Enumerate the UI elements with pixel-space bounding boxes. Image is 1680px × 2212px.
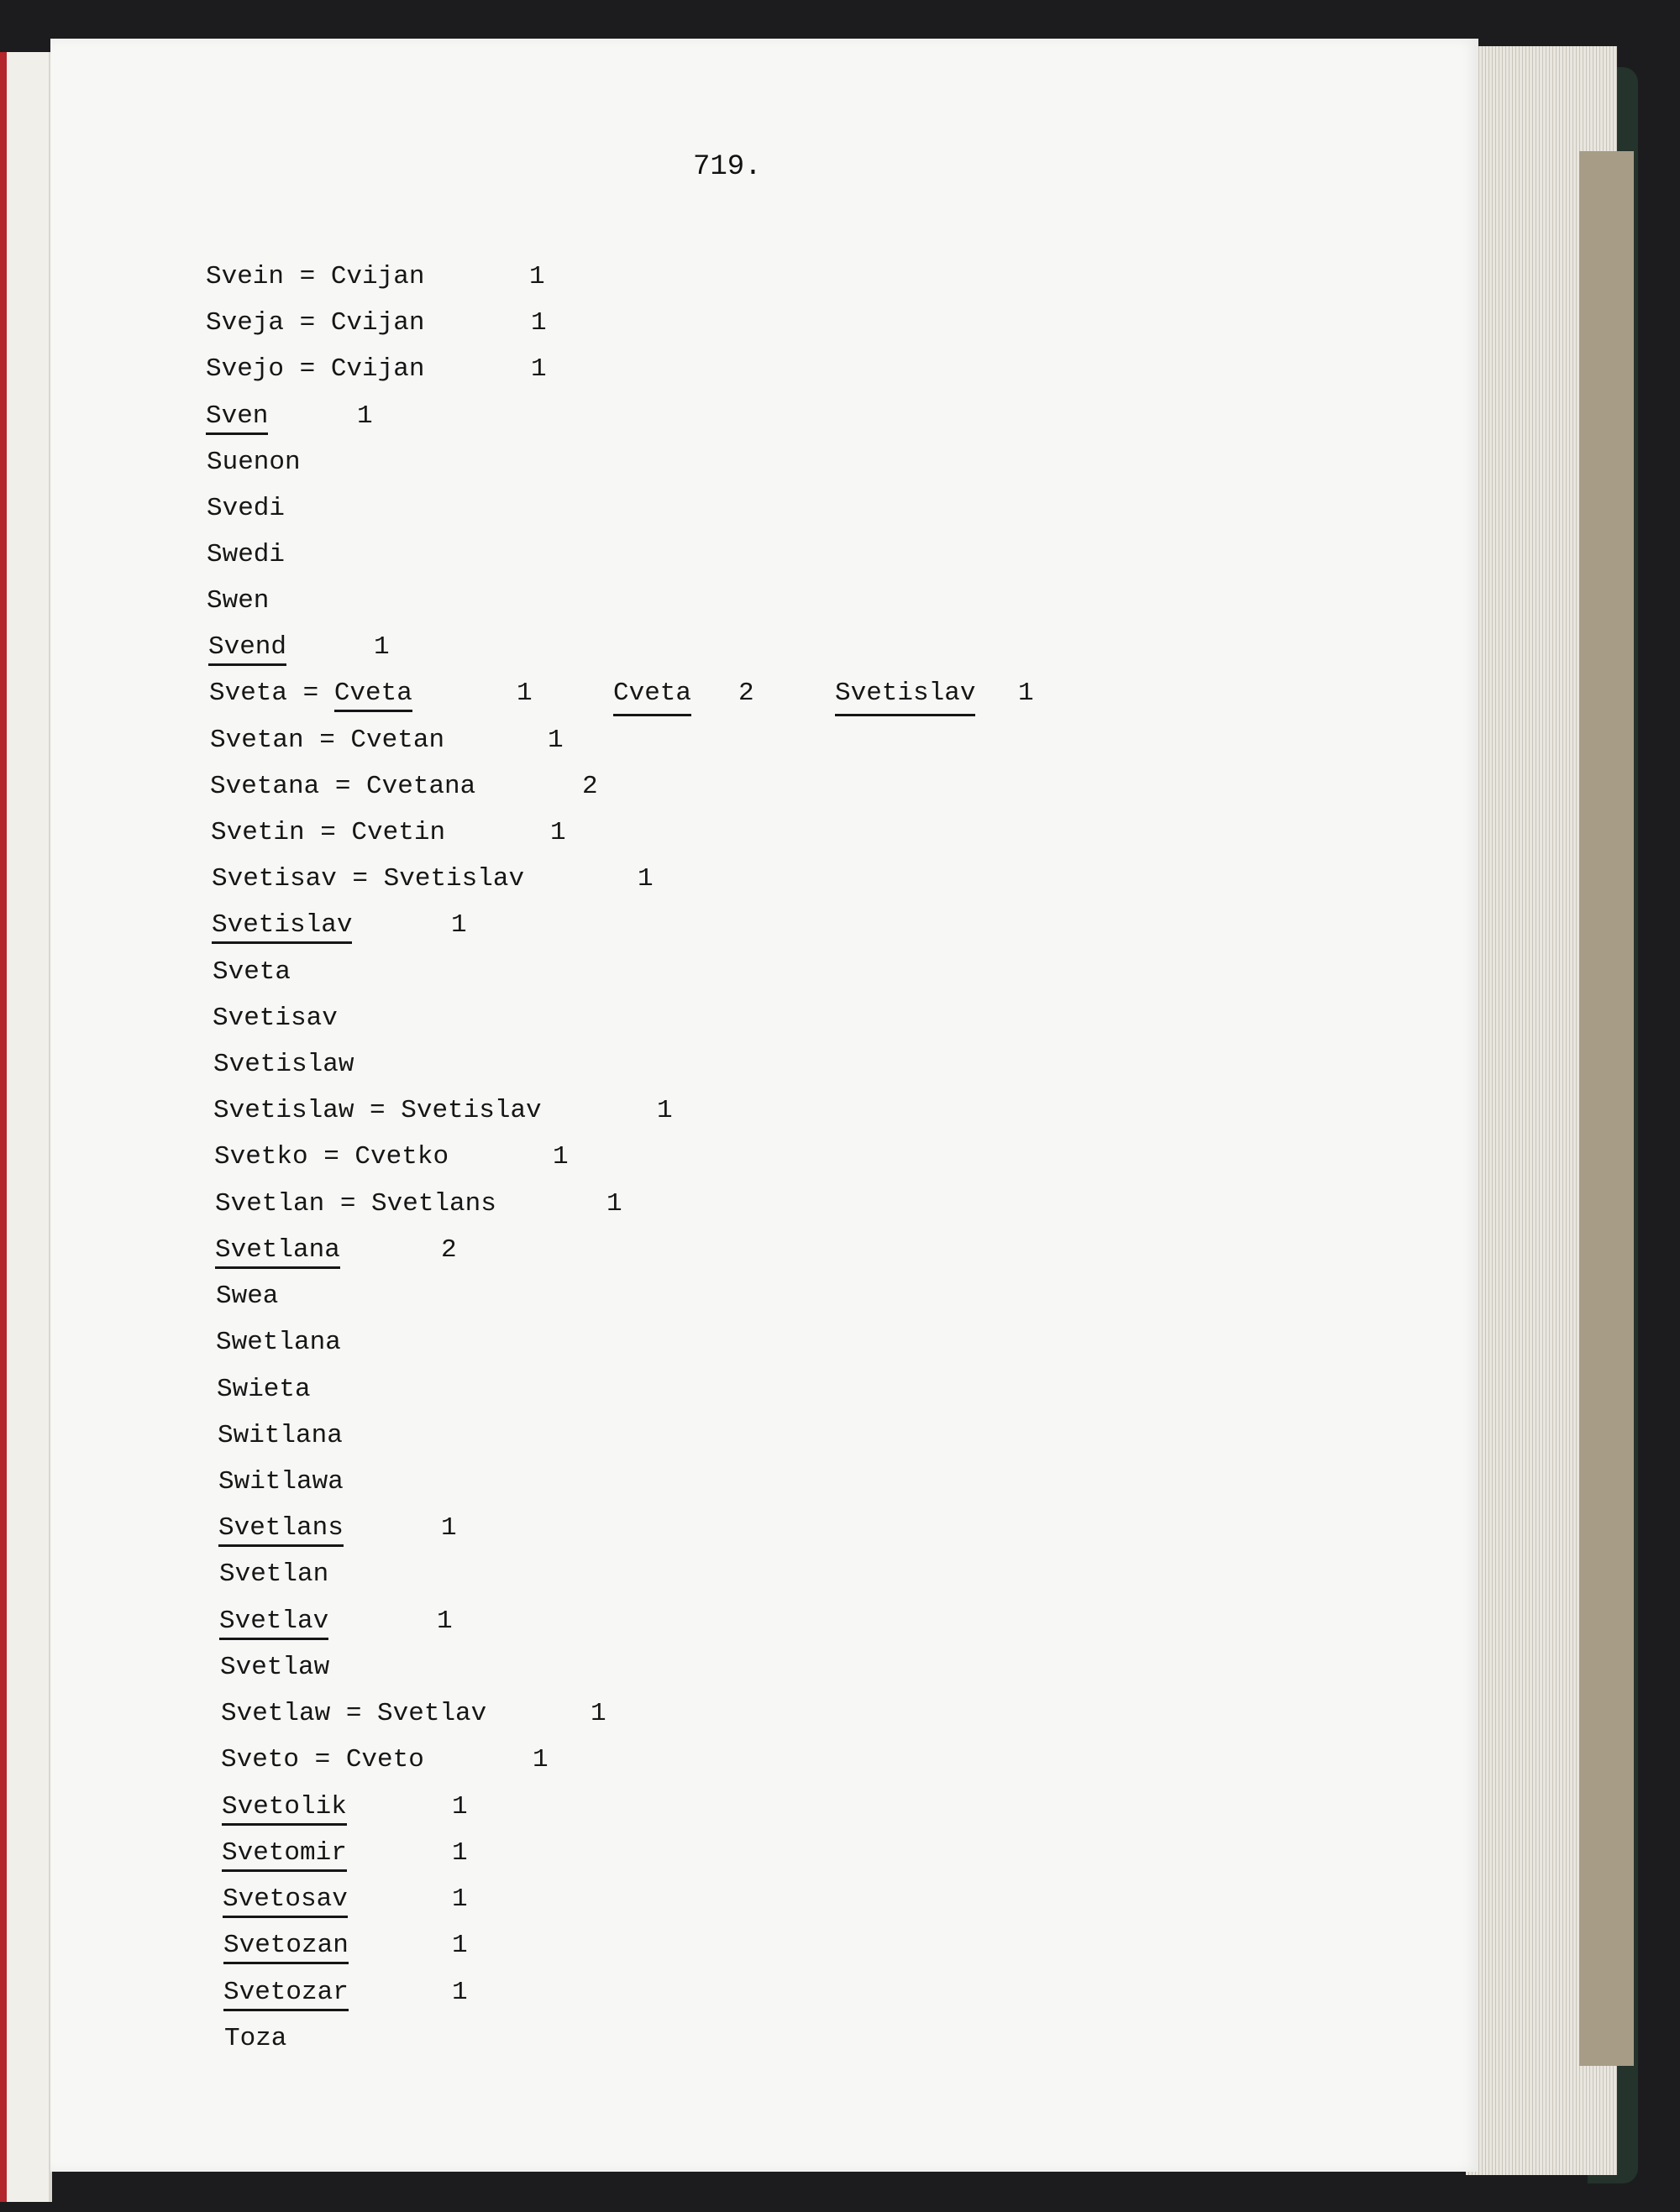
entry-name-alt: Svetislav — [835, 675, 975, 716]
entry-count: 1 — [657, 1096, 673, 1125]
list-item — [210, 722, 1218, 759]
list-item — [207, 537, 1215, 574]
list-item — [216, 1278, 1224, 1315]
entry-name: Swedi — [207, 540, 286, 569]
list-item — [213, 954, 1221, 991]
list-item — [215, 1232, 1223, 1269]
entry-count: 1 — [638, 864, 654, 894]
list-item — [208, 629, 1216, 666]
list-item — [213, 1093, 1221, 1130]
entry-count: 1 — [357, 401, 373, 431]
list-item — [206, 259, 1214, 296]
page-number: 719. — [693, 151, 762, 183]
list-item — [223, 1881, 1231, 1918]
entry-name: Svetko = Cvetko — [214, 1142, 449, 1172]
entry-name: Svetozar — [223, 1978, 349, 2011]
entry-name: Svetislaw — [213, 1050, 354, 1079]
entry-name: Svend — [208, 632, 286, 666]
entry-count: 1 — [606, 1189, 622, 1219]
entry-name: Svetosav — [223, 1884, 348, 1918]
list-item — [212, 861, 1220, 898]
entry-count: 1 — [1018, 679, 1034, 708]
entry-name: Svetana = Cvetana — [210, 772, 476, 801]
entry-count: 1 — [548, 726, 564, 755]
entry-name: Svetolik — [222, 1792, 347, 1826]
entry-name-alt: Cveta — [613, 675, 691, 716]
entry-count: 1 — [441, 1513, 457, 1543]
entry-name: Svetan = Cvetan — [210, 726, 445, 755]
list-item — [207, 444, 1215, 481]
entry-count: 2 — [738, 679, 754, 708]
list-item — [216, 1324, 1224, 1361]
entry-count: 1 — [451, 910, 467, 940]
entry-name: Svetislaw = Svetislav — [213, 1096, 542, 1125]
entry-name: Svetlav — [219, 1607, 328, 1640]
entry-name: Svetlan = Svetlans — [215, 1189, 496, 1219]
list-item — [224, 2021, 1232, 2057]
list-item — [223, 1927, 1231, 1964]
entry-name: Svetlaw = Svetlav — [221, 1699, 487, 1728]
entry-name: Swea — [216, 1282, 279, 1311]
list-item — [218, 1510, 1226, 1547]
entry-name: Cveta — [334, 679, 412, 712]
list-item — [206, 351, 1214, 388]
entry-name: Svein = Cvijan — [206, 262, 425, 291]
entry-prefix: Sveta = — [209, 679, 334, 708]
list-item — [223, 1974, 1231, 2011]
entry-count: 1 — [374, 632, 390, 662]
entry-count: 1 — [452, 1978, 468, 2007]
entry-name: Switlawa — [218, 1467, 344, 1497]
entry-count: 1 — [452, 1931, 468, 1960]
entry-name: Switlana — [218, 1421, 343, 1450]
list-item — [218, 1464, 1226, 1501]
entry-name: Svetlana — [215, 1235, 340, 1269]
list-item — [220, 1649, 1228, 1686]
entry-name: Svetislav — [212, 910, 352, 944]
entry-count: 1 — [529, 262, 545, 291]
entry-name: Toza — [224, 2024, 287, 2053]
list-item — [219, 1556, 1227, 1593]
entry-name: Svetlans — [218, 1513, 344, 1547]
entry-name: Svejo = Cvijan — [206, 354, 425, 384]
list-item — [207, 583, 1215, 620]
list-item — [210, 768, 1218, 805]
list-item — [222, 1789, 1230, 1826]
list-item — [219, 1603, 1227, 1640]
entry-count: 1 — [553, 1142, 569, 1172]
entry-count: 1 — [531, 308, 547, 338]
entry-name: Sveta — [213, 957, 291, 987]
entry-count: 2 — [582, 772, 598, 801]
entry-name: Sveto = Cveto — [221, 1745, 424, 1774]
list-item — [206, 305, 1214, 342]
entry-count: 1 — [550, 818, 566, 847]
entry-count: 1 — [452, 1884, 468, 1914]
entry-name: Svetlaw — [220, 1653, 330, 1682]
entry-name: Svetin = Cvetin — [211, 818, 446, 847]
list-item — [221, 1696, 1229, 1732]
list-item — [214, 1139, 1222, 1176]
entry-name: Svetlan — [219, 1559, 329, 1589]
entry-name: Svetozan — [223, 1931, 349, 1964]
book-page — [50, 39, 1478, 2172]
entry-count: 2 — [441, 1235, 457, 1265]
entry-name: Sveja = Cvijan — [206, 308, 425, 338]
list-item — [217, 1371, 1225, 1408]
entry-name: Svetisav = Svetislav — [212, 864, 525, 894]
list-item — [206, 398, 1214, 435]
list-item — [213, 1000, 1221, 1037]
list-item — [222, 1835, 1230, 1872]
list-item — [221, 1742, 1229, 1779]
list-item — [218, 1418, 1226, 1455]
entry-name: Sven — [206, 401, 268, 435]
entry-count: 1 — [591, 1699, 606, 1728]
entry-name: Svedi — [207, 494, 286, 523]
page-stack-shadow — [1579, 151, 1634, 2066]
entry-name: Swetlana — [216, 1328, 341, 1357]
list-item — [212, 907, 1220, 944]
previous-page-edge — [0, 52, 52, 2202]
list-item — [211, 815, 1219, 852]
list-item — [213, 1046, 1221, 1083]
entry-count: 1 — [531, 354, 547, 384]
entry-count: 1 — [517, 679, 533, 708]
entry-count: 1 — [437, 1607, 453, 1636]
list-item — [215, 1186, 1223, 1223]
entry-name: Svetomir — [222, 1838, 347, 1872]
entry-name: Suenon — [207, 448, 301, 477]
entry-count: 1 — [452, 1792, 468, 1821]
entry-count: 1 — [533, 1745, 549, 1774]
list-item — [209, 675, 1217, 712]
entry-count: 1 — [452, 1838, 468, 1868]
entry-name: Svetisav — [213, 1004, 338, 1033]
entry-name: Swieta — [217, 1375, 311, 1404]
entry-name: Swen — [207, 586, 270, 616]
list-item — [207, 490, 1215, 527]
